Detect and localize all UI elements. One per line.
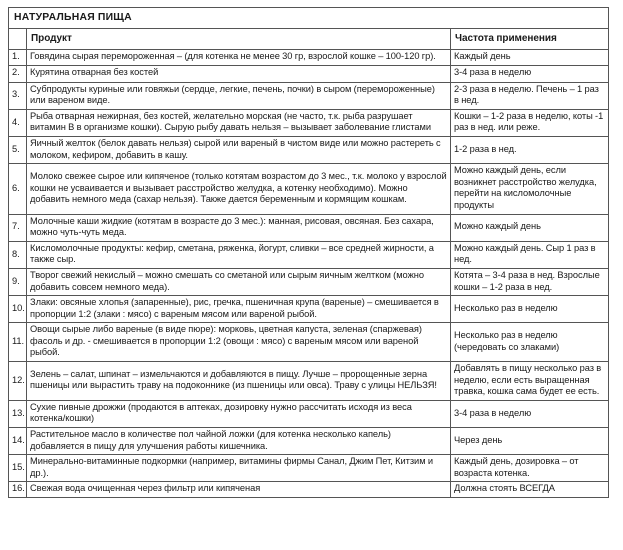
row-number: 13. bbox=[9, 400, 27, 427]
row-number: 6. bbox=[9, 164, 27, 214]
cell-product: Яичный желток (белок давать нельзя) сырой или вареный в чистом виде или можно растереть с молоком, кефиром, добавить в кашу. bbox=[27, 136, 451, 163]
table-row bbox=[9, 109, 609, 136]
cell-product: Молочные каши жидкие (котятам в возрасте до 3 мес.): манная, рисовая, овсяная. Без сахара, можно чуть-чуть меда. bbox=[27, 214, 451, 241]
column-header-number bbox=[9, 29, 27, 50]
table-row bbox=[9, 482, 609, 498]
cell-product: Субпродукты куриные или говяжьи (сердце, легкие, печень, почки) в сыром (перемороженные) или вареном виде. bbox=[27, 82, 451, 109]
table-header-row bbox=[9, 29, 609, 50]
cell-frequency: Через день bbox=[451, 428, 609, 455]
natural-food-table bbox=[8, 7, 609, 498]
cell-frequency: Можно каждый день, если возникнет расстройство желудка, перейти на кисломолочные продукты bbox=[451, 164, 609, 214]
cell-product: Растительное масло в количестве пол чайной ложки (для котенка несколько капель) добавляется в пищу для улучшения работы кишечника. bbox=[27, 428, 451, 455]
table-row bbox=[9, 136, 609, 163]
cell-frequency: 1-2 раза в нед. bbox=[451, 136, 609, 163]
table-row bbox=[9, 323, 609, 362]
cell-product: Злаки: овсяные хлопья (запаренные), рис, гречка, пшеничная крупа (вареные) – смешивается в пропорции 1:2 (злаки : мясо) с вареным мясом или вареной рыбой. bbox=[27, 296, 451, 323]
row-number: 3. bbox=[9, 82, 27, 109]
cell-frequency: Каждый день, дозировка – от возраста котенка. bbox=[451, 455, 609, 482]
row-number: 2. bbox=[9, 65, 27, 82]
row-number: 4. bbox=[9, 109, 27, 136]
table-title-row bbox=[9, 8, 609, 29]
cell-frequency: Несколько раз в неделю bbox=[451, 296, 609, 323]
page-title: НАТУРАЛЬНАЯ ПИЩА bbox=[9, 8, 609, 29]
table-row bbox=[9, 50, 609, 66]
row-number: 5. bbox=[9, 136, 27, 163]
table-row bbox=[9, 428, 609, 455]
cell-frequency: Можно каждый день. Сыр 1 раз в нед. bbox=[451, 241, 609, 268]
table-row bbox=[9, 296, 609, 323]
column-header-product: Продукт bbox=[27, 29, 451, 50]
cell-frequency: Можно каждый день bbox=[451, 214, 609, 241]
table-row bbox=[9, 214, 609, 241]
cell-product: Говядина сырая перемороженная – (для котенка не менее 30 гр, взрослой кошке – 100-120 гр). bbox=[27, 50, 451, 66]
table-row bbox=[9, 65, 609, 82]
cell-frequency: Кошки – 1-2 раза в неделю, коты -1 раз в нед. или реже. bbox=[451, 109, 609, 136]
row-number: 15. bbox=[9, 455, 27, 482]
row-number: 9. bbox=[9, 268, 27, 295]
row-number: 16. bbox=[9, 482, 27, 498]
row-number: 1. bbox=[9, 50, 27, 66]
cell-product: Овощи сырые либо вареные (в виде пюре): морковь, цветная капуста, зеленая (спаржевая) фасоль и др. - смешивается в пропорции 1:2 (овощи : мясо) с вареным мясом или вареной рыбой. bbox=[27, 323, 451, 362]
table-row bbox=[9, 455, 609, 482]
cell-frequency: Добавлять в пищу несколько раз в неделю, если есть выращенная травка, кошка сама будет ее есть. bbox=[451, 362, 609, 401]
cell-product: Сухие пивные дрожжи (продаются в аптеках, дозировку нужно рассчитать исходя из веса котенка/кошки) bbox=[27, 400, 451, 427]
cell-product: Свежая вода очищенная через фильтр или кипяченая bbox=[27, 482, 451, 498]
row-number: 11. bbox=[9, 323, 27, 362]
table-row bbox=[9, 241, 609, 268]
cell-frequency: Каждый день bbox=[451, 50, 609, 66]
row-number: 7. bbox=[9, 214, 27, 241]
cell-frequency: 3-4 раза в неделю bbox=[451, 400, 609, 427]
cell-frequency: 2-3 раза в неделю. Печень – 1 раз в нед. bbox=[451, 82, 609, 109]
cell-product: Творог свежий некислый – можно смешать со сметаной или сырым яичным желтком (можно добавить совсем немного меда). bbox=[27, 268, 451, 295]
column-header-frequency: Частота применения bbox=[451, 29, 609, 50]
cell-product: Зелень – салат, шпинат – измельчаются и добавляются в пищу. Лучше – пророщенные зерна пшеницы или вырастить траву на подоконнике (из пшеницы или овса). Траву с улицы НЕЛЬЗЯ! bbox=[27, 362, 451, 401]
row-number: 10. bbox=[9, 296, 27, 323]
table-row bbox=[9, 400, 609, 427]
row-number: 12. bbox=[9, 362, 27, 401]
row-number: 8. bbox=[9, 241, 27, 268]
cell-frequency: Котята – 3-4 раза в нед. Взрослые кошки – 1-2 раза в нед. bbox=[451, 268, 609, 295]
cell-product: Рыба отварная нежирная, без костей, желательно морская (не часто, т.к. рыба разрушает витамин В в организме кошки). Сырую рыбу давать нельзя – вызывает заболевание глистами bbox=[27, 109, 451, 136]
cell-product: Курятина отварная без костей bbox=[27, 65, 451, 82]
cell-frequency: Должна стоять ВСЕГДА bbox=[451, 482, 609, 498]
table-row bbox=[9, 164, 609, 214]
cell-product: Минерально-витаминные подкормки (например, витамины фирмы Санал, Джим Пет, Китзим и др.). bbox=[27, 455, 451, 482]
table-row bbox=[9, 268, 609, 295]
row-number: 14. bbox=[9, 428, 27, 455]
cell-product: Кисломолочные продукты: кефир, сметана, ряженка, йогурт, сливки – все средней жирности, а также сыр. bbox=[27, 241, 451, 268]
table-body bbox=[9, 8, 609, 498]
table-row bbox=[9, 362, 609, 401]
cell-frequency: 3-4 раза в неделю bbox=[451, 65, 609, 82]
cell-product: Молоко свежее сырое или кипяченое (только котятам возрастом до 3 мес., т.к. молоко у взрослой кошки не усваивается и вызывает расстройство желудка, а котенку необходимо). Можно добавить немного меда (сахар нельзя). Также дается беременным и кормящим кошкам. bbox=[27, 164, 451, 214]
cell-frequency: Несколько раз в неделю (чередовать со злаками) bbox=[451, 323, 609, 362]
table-row bbox=[9, 82, 609, 109]
